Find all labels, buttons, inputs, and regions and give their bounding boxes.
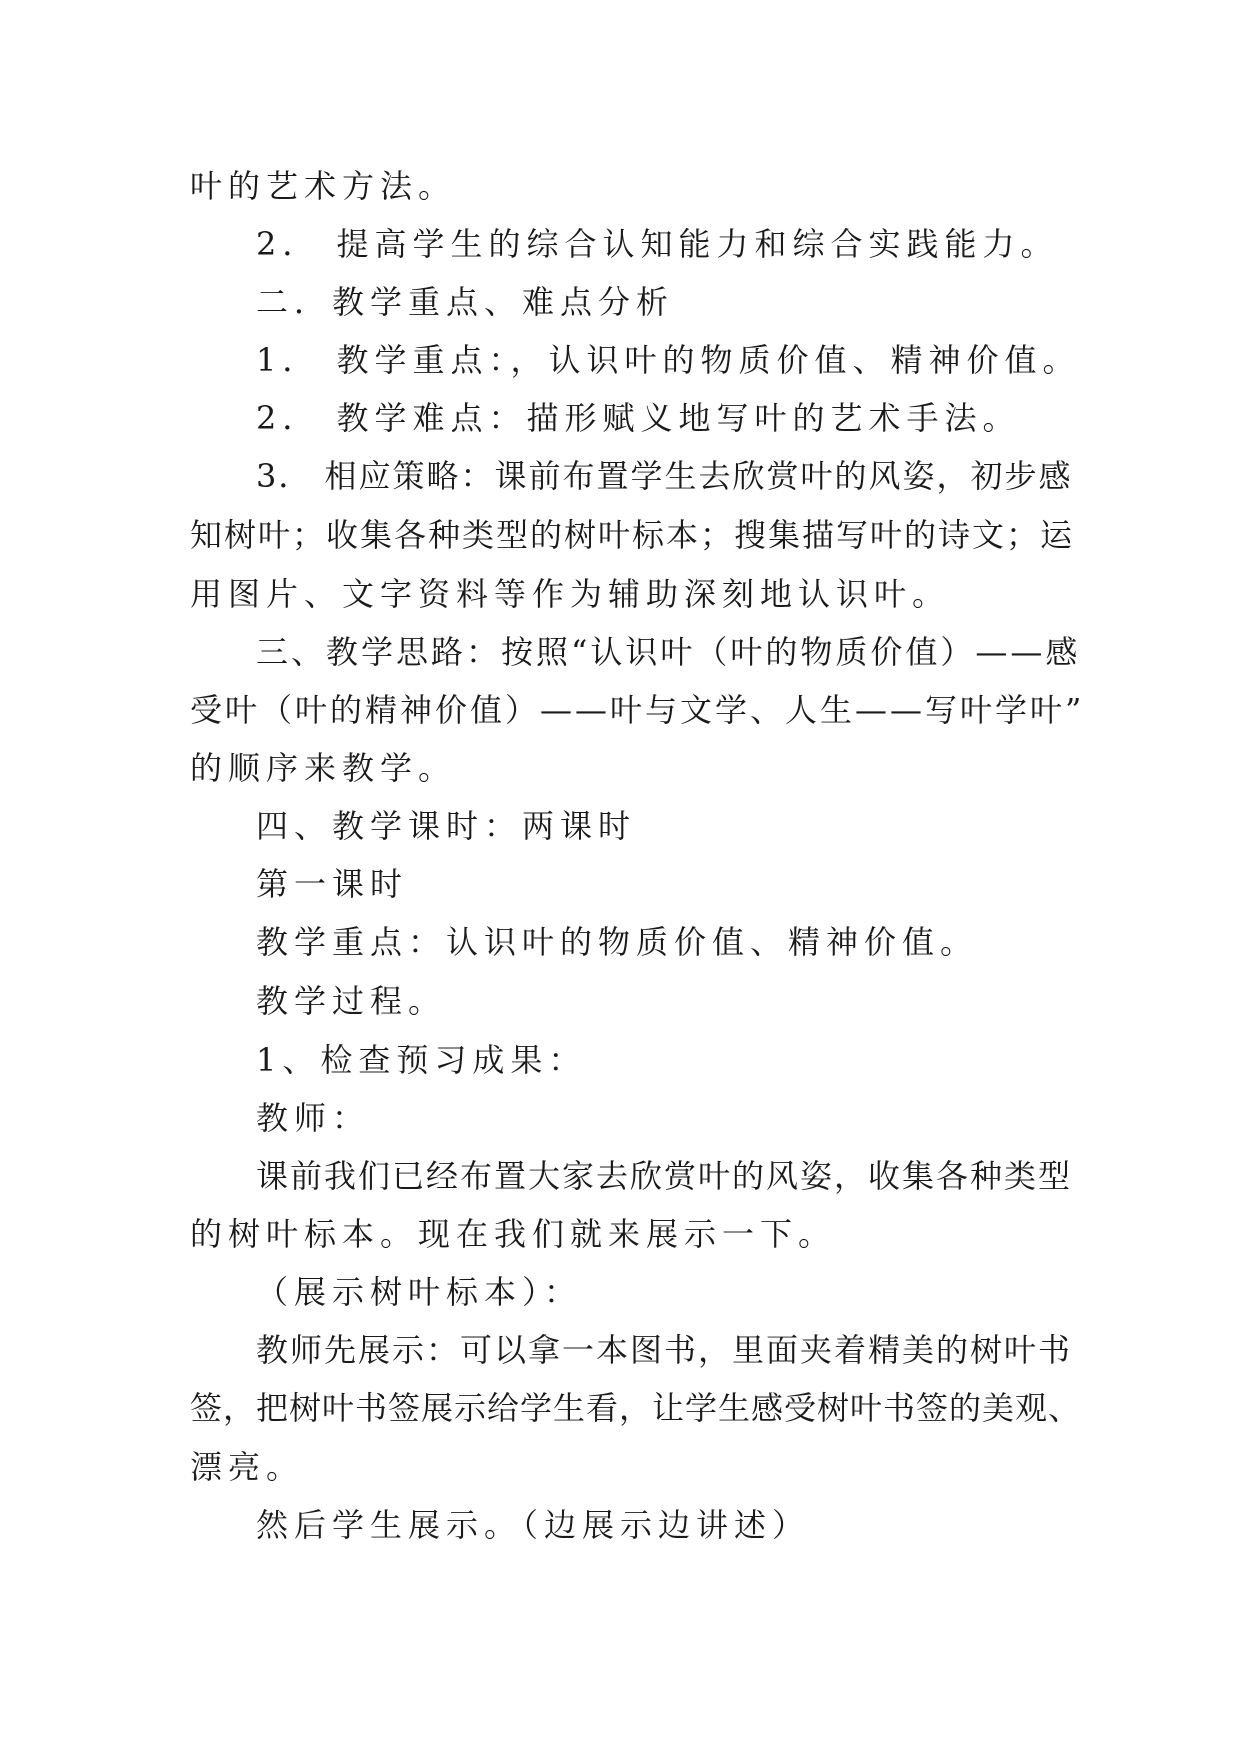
text-line-approach-cont-2: 的顺序来教学。 [190, 749, 457, 787]
section-heading-key-points: 二．教学重点、难点分析 [256, 283, 675, 321]
section-heading-class-hours: 四、教学课时：两课时 [256, 807, 637, 845]
text-line-teacher-demo: 教师先展示：可以拿一本图书，里面夹着精美的树叶书 [256, 1331, 1073, 1369]
text-line-goal-2: 2． 提高学生的综合认知能力和综合实践能力。 [256, 225, 1059, 263]
text-line-strategy: 3． 相应策略：课前布置学生去欣赏叶的风姿，初步感 [256, 457, 1073, 495]
text-line-key-point-1: 1． 教学重点：，认识叶的物质价值、精神价值。 [256, 341, 1081, 379]
text-line-process: 教学过程。 [256, 982, 447, 1020]
section-heading-teaching-approach: 三、教学思路：按照“认识叶（叶的物质价值）——感 [256, 633, 1081, 671]
text-line-teacher-label: 教师： [256, 1099, 371, 1137]
text-line-teacher-demo-cont-2: 漂亮。 [190, 1448, 305, 1486]
text-line-approach-cont-1: 受叶（叶的精神价值）——叶与文学、人生——写叶学叶” [190, 691, 1085, 729]
text-line-stage-direction: （展示树叶标本）： [256, 1273, 583, 1311]
text-line-student-demo: 然后学生展示。（边展示边讲述） [256, 1506, 811, 1544]
text-line-step-1: 1、检查预习成果： [256, 1041, 587, 1079]
text-line-teacher-demo-cont-1: 签，把树叶书签展示给学生看，让学生感受树叶书签的美观、 [190, 1389, 1082, 1427]
text-line-key-point-2: 2． 教学难点：描形赋义地写叶的艺术手法。 [256, 399, 1021, 437]
text-line-strategy-cont-2: 用图片、文字资料等作为辅助深刻地认识叶。 [190, 575, 951, 613]
text-line-teacher-speech-cont: 的树叶标本。现在我们就来展示一下。 [190, 1215, 837, 1253]
text-line-continuation: 叶的艺术方法。 [190, 167, 457, 205]
text-line-lesson-focus: 教学重点：认识叶的物质价值、精神价值。 [256, 923, 979, 961]
text-line-strategy-cont-1: 知树叶；收集各种类型的树叶标本；搜集描写叶的诗文；运 [190, 516, 1075, 554]
subheading-first-lesson: 第一课时 [256, 865, 409, 903]
text-line-teacher-speech: 课前我们已经布置大家去欣赏叶的风姿，收集各种类型 [256, 1157, 1073, 1195]
